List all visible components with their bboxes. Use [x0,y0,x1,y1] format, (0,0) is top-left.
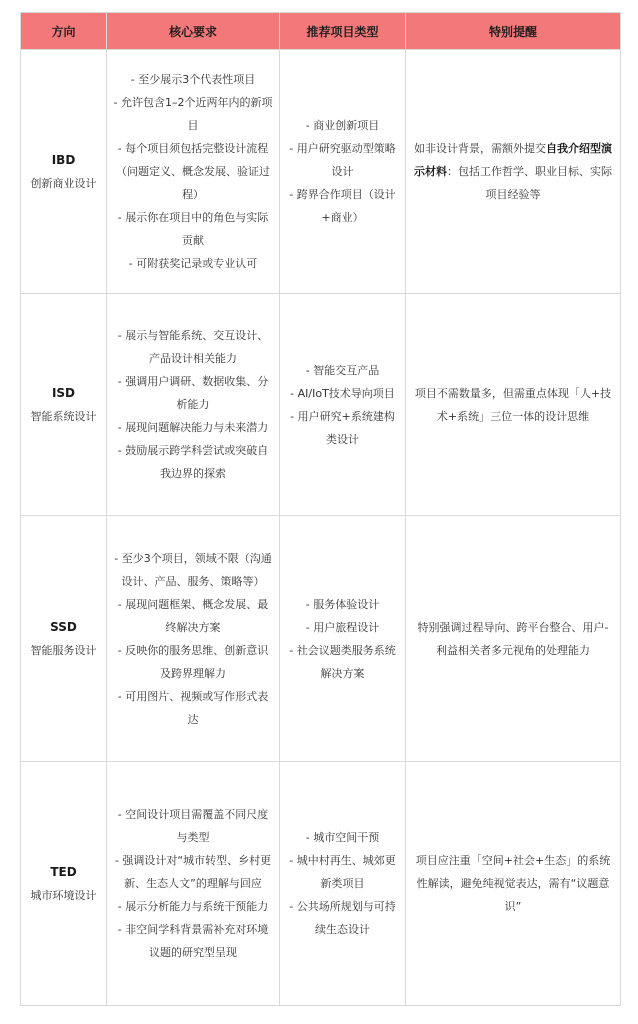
requirements-cell [107,516,280,762]
table-row [21,50,621,294]
note-emphasis: 自我介绍型演示材料 [414,142,612,178]
requirement-item: - 非空间学科背景需补充对环境议题的研究型呈现 [117,923,269,959]
note-text: 如非设计背景，需额外提交 [414,142,546,155]
requirement-item: - 每个项目须包括完整设计流程（问题定义、概念发展、验证过程） [116,142,270,201]
project-types-cell [280,50,406,294]
project-type-item: - 公共场所规划与可持续生态设计 [289,900,396,936]
table-row [21,294,621,516]
header-project-types: 推荐项目类型 [280,13,406,50]
direction-cell [21,762,107,1006]
note-text: 特别强调过程导向、跨平台整合、用户-利益相关者多元视角的处理能力 [417,620,609,657]
direction-cell [21,50,107,294]
header-core-requirements: 核心要求 [107,13,280,50]
table-row [21,516,621,762]
requirement-item: - 展示与智能系统、交互设计、产品设计相关能力 [117,329,269,365]
special-note-cell [406,516,621,762]
requirements-cell [107,50,280,294]
project-type-item: - 服务体验设计 [305,597,380,611]
requirements-cell [107,294,280,516]
direction-cell [21,294,107,516]
project-type-item: - 商业创新项目 [305,119,380,132]
requirement-item: - 至少展示3个代表性项目 [130,73,256,86]
requirement-item: - 允许包含1–2个近两年内的新项目 [113,96,273,132]
direction-name: 创新商业设计 [30,176,97,190]
requirement-item: - 展示你在项目中的角色与实际贡献 [117,211,269,247]
direction-code: IBD [51,152,76,167]
project-type-item: - AI/IoT技术导向项目 [290,386,395,400]
project-type-item: - 用户旅程设计 [305,620,380,634]
project-types-cell [280,294,406,516]
requirement-item: - 反映你的服务思维、创新意识及跨界理解力 [117,643,269,680]
note-text-tail: ：包括工作哲学、职业目标、实际项目经验等 [447,165,612,201]
comparison-table-wrapper [20,12,620,1006]
project-type-item: - 智能交互产品 [305,363,380,377]
direction-code: SSD [50,619,77,634]
project-type-item: - 跨界合作项目（设计+商业） [289,188,396,224]
direction-name: 城市环境设计 [30,888,97,902]
project-types-cell [280,762,406,1006]
requirement-item: - 展示分析能力与系统干预能力 [117,900,269,913]
direction-code: ISD [51,385,76,400]
note-text: 项目应注重「空间+社会+生态」的系统性解读，避免纯视觉表达，需有“议题意识” [415,854,611,913]
table-header-row [21,13,621,50]
project-type-item: - 用户研究驱动型策略设计 [289,142,396,178]
table-row [21,762,621,1006]
requirement-item: - 可用图片、视频或写作形式表达 [117,689,269,726]
requirement-item: - 强调用户调研、数据收集、分析能力 [117,375,269,411]
requirement-item: - 可附获奖记录或专业认可 [128,257,258,270]
direction-cell [21,516,107,762]
direction-name: 智能服务设计 [30,643,97,657]
special-note-cell [406,50,621,294]
requirement-item: - 至少3个项目，领域不限（沟通设计、产品、服务、策略等） [114,551,272,588]
project-types-cell [280,516,406,762]
project-type-item: - 城中村再生、城郊更新类项目 [289,854,396,890]
comparison-table [20,12,621,1006]
direction-name: 智能系统设计 [30,409,97,423]
requirement-item: - 展现问题解决能力与未来潜力 [117,421,269,434]
requirement-item: - 强调设计对“城市转型、乡村更新、生态人文”的理解与回应 [114,854,272,890]
header-direction: 方向 [21,13,107,50]
header-special-notes: 特别提醒 [406,13,621,50]
project-type-item: - 社会议题类服务系统解决方案 [289,643,396,680]
project-type-item: - 城市空间干预 [305,831,380,844]
requirement-item: - 空间设计项目需覆盖不同尺度与类型 [117,808,269,844]
requirement-item: - 展现问题框架、概念发展、最终解决方案 [117,597,269,634]
project-type-item: - 用户研究+系统建构类设计 [290,409,395,446]
special-note-cell [406,762,621,1006]
note-text: 项目不需数量多，但需重点体现「人+技术+系统」三位一体的设计思维 [414,386,612,423]
direction-code: TED [50,864,77,879]
requirements-cell [107,762,280,1006]
requirement-item: - 鼓励展示跨学科尝试或突破自我边界的探索 [117,444,269,480]
special-note-cell [406,294,621,516]
